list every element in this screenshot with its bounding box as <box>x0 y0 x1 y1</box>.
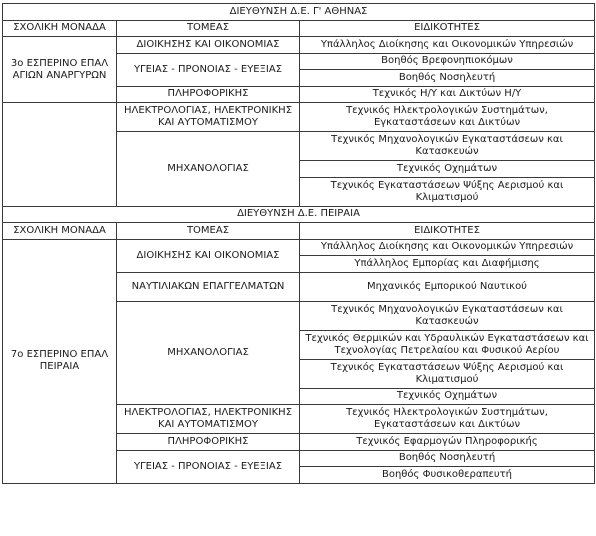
specialty-cell: Τεχνικός Εγκαταστάσεων Ψύξης Αερισμού και Κλιματισμού <box>300 177 595 206</box>
specialty-cell: Υπάλληλος Εμπορίας και Διαφήμισης <box>300 256 595 273</box>
sector-cell: ΠΛΗΡΟΦΟΡΙΚΗΣ <box>117 434 300 451</box>
school-cell: 3ο ΕΣΠΕΡΙΝΟ ΕΠΑΛ ΑΓΙΩΝ ΑΝΑΡΓΥΡΩΝ <box>3 37 117 103</box>
sector-cell: ΠΛΗΡΟΦΟΡΙΚΗΣ <box>117 86 300 103</box>
sector-cell: ΔΙΟΙΚΗΣΗΣ ΚΑΙ ΟΙΚΟΝΟΜΙΑΣ <box>117 37 300 54</box>
specialty-cell: Τεχνικός Εγκαταστάσεων Ψύξης Αερισμού και Κλιματισμού <box>300 359 595 388</box>
sector-cell: ΥΓΕΙΑΣ - ΠΡΟΝΟΙΑΣ - ΕΥΕΞΙΑΣ <box>117 450 300 483</box>
sector-cell: ΝΑΥΤΙΛΙΑΚΩΝ ΕΠΑΓΓΕΛΜΑΤΩΝ <box>117 272 300 301</box>
header-specialties: ΕΙΔΙΚΟΤΗΤΕΣ <box>300 20 595 37</box>
specialty-cell: Τεχνικός Ηλεκτρολογικών Συστημάτων, Εγκαταστάσεων και Δικτύων <box>300 103 595 132</box>
sector-cell: ΔΙΟΙΚΗΣΗΣ ΚΑΙ ΟΙΚΟΝΟΜΙΑΣ <box>117 239 300 272</box>
specialty-cell: Μηχανικός Εμπορικού Ναυτικού <box>300 272 595 301</box>
specialty-cell: Τεχνικός Ηλεκτρολογικών Συστημάτων, Εγκαταστάσεων και Δικτύων <box>300 405 595 434</box>
sector-cell: ΜΗΧΑΝΟΛΟΓΙΑΣ <box>117 301 300 405</box>
header-specialties: ΕΙΔΙΚΟΤΗΤΕΣ <box>300 223 595 240</box>
specialty-cell: Βοηθός Νοσηλευτή <box>300 70 595 87</box>
header-sector: ΤΟΜΕΑΣ <box>117 223 300 240</box>
header-sector: ΤΟΜΕΑΣ <box>117 20 300 37</box>
specialty-cell: Τεχνικός Θερμικών και Υδραυλικών Εγκαταστάσεων και Τεχνολογίας Πετρελαίου και Φυσικού Αερίου <box>300 330 595 359</box>
header-school: ΣΧΟΛΙΚΗ ΜΟΝΑΔΑ <box>3 223 117 240</box>
header-school: ΣΧΟΛΙΚΗ ΜΟΝΑΔΑ <box>3 20 117 37</box>
specialty-cell: Υπάλληλος Διοίκησης και Οικονομικών Υπηρεσιών <box>300 37 595 54</box>
sector-cell: ΜΗΧΑΝΟΛΟΓΙΑΣ <box>117 132 300 207</box>
sector-cell: ΗΛΕΚΤΡΟΛΟΓΙΑΣ, ΗΛΕΚΤΡΟΝΙΚΗΣ ΚΑΙ ΑΥΤΟΜΑΤΙΣΜΟΥ <box>117 103 300 132</box>
specialty-cell: Υπάλληλος Διοίκησης και Οικονομικών Υπηρεσιών <box>300 239 595 256</box>
specialty-cell: Τεχνικός Οχημάτων <box>300 161 595 178</box>
specialty-cell: Τεχνικός Εφαρμογών Πληροφορικής <box>300 434 595 451</box>
sector-cell: ΗΛΕΚΤΡΟΛΟΓΙΑΣ, ΗΛΕΚΤΡΟΝΙΚΗΣ ΚΑΙ ΑΥΤΟΜΑΤΙΣΜΟΥ <box>117 405 300 434</box>
specialty-cell: Βοηθός Βρεφονηπιοκόμων <box>300 53 595 70</box>
specialty-cell: Τεχνικός Οχημάτων <box>300 388 595 405</box>
school-cell: 7ο ΕΣΠΕΡΙΝΟ ΕΠΑΛ ΠΕΙΡΑΙΑ <box>3 239 117 483</box>
section-title-piraeus: ΔΙΕΥΘΥΝΣΗ Δ.Ε. ΠΕΙΡΑΙΑ <box>3 206 595 223</box>
specialty-cell: Τεχνικός Η/Υ και Δικτύων Η/Υ <box>300 86 595 103</box>
sector-cell: ΥΓΕΙΑΣ - ΠΡΟΝΟΙΑΣ - ΕΥΕΞΙΑΣ <box>117 53 300 86</box>
specialty-cell: Τεχνικός Μηχανολογικών Εγκαταστάσεων και Κατασκευών <box>300 132 595 161</box>
specialty-cell: Βοηθός Νοσηλευτή <box>300 450 595 467</box>
specialties-table <box>2 3 595 484</box>
specialty-cell: Τεχνικός Μηχανολογικών Εγκαταστάσεων και Κατασκευών <box>300 301 595 330</box>
section-title-athens: ΔΙΕΥΘΥΝΣΗ Δ.Ε. Γ' ΑΘΗΝΑΣ <box>3 4 595 21</box>
school-cell-empty <box>3 103 117 207</box>
specialty-cell: Βοηθός Φυσικοθεραπευτή <box>300 467 595 484</box>
